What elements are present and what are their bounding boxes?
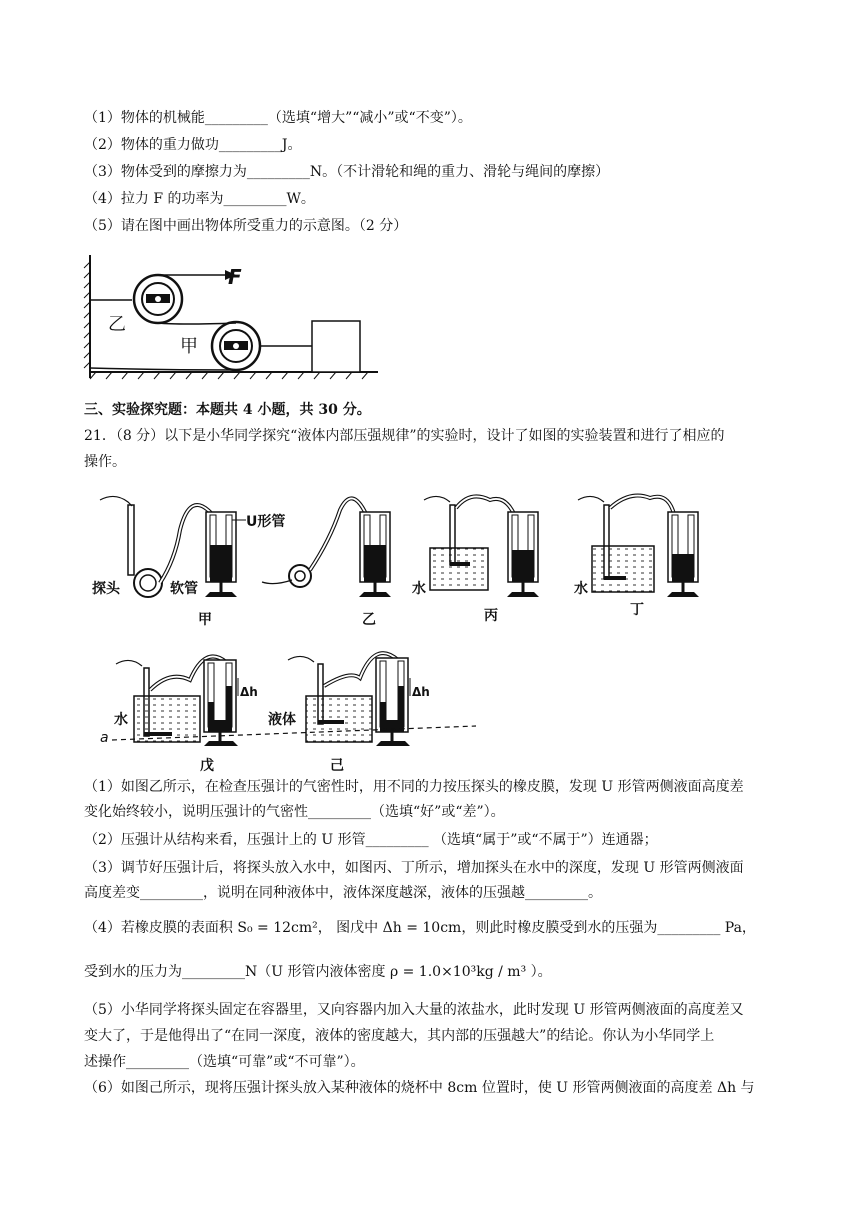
q20-item-4: （4）拉力 F 的功率为_________W。 [84,191,315,207]
force-label: F [228,265,242,289]
q20-item-2: （2）物体的重力做功_________J。 [84,137,302,153]
section-heading: 三、实验探究题：本题共 4 小题，共 30 分。 [84,402,371,418]
apparatus-bing [412,496,539,624]
q21-p2: （2）压强计从结构来看，压强计上的 U 形管_________ （选填“属于”或“不属于”）连通器； [84,832,658,848]
q21-p5-line1: （5）小华同学将探头固定在容器里，又向容器内加入大量的浓盐水，此时发现 U 形管两侧液面的高度差又 [84,1002,744,1018]
q21-p5-line2: 变大了，于是他得出了“在同一深度，液体的密度越大，其内部的压强越大”的结论。你认为小华同学上 [84,1028,715,1044]
q21-p1-line2: 变化始终较小，说明压强计的气密性_________（选填“好”或“差”）。 [84,804,505,820]
label-bing: 丙 [484,608,498,624]
apparatus-jia [92,496,285,628]
hose-label: 软管 [170,581,198,597]
label-jia: 甲 [198,612,212,628]
delta-h-label-ji: Δh [412,685,430,699]
u-tube-label: U形管 [246,514,286,530]
label-yi: 乙 [362,612,376,628]
q21-p3-line1: （3）调节好压强计后，将探头放入水中，如图丙、丁所示，增加探头在水中的深度，发现 U 形管两侧液面 [84,860,744,876]
a-label: a [100,730,109,746]
q21-p1-line1: （1）如图乙所示，在检查压强计的气密性时，用不同的力按压探头的橡皮膜，发现 U 形管两侧液面高度差 [84,779,744,795]
q21-p3-line2: 高度差变_________，说明在同种液体中，液体深度越深，液体的压强越_________。 [84,885,602,901]
pulley-bottom-label: 甲 [180,336,198,357]
delta-h-label-wu: Δh [240,685,258,699]
q21-intro-line1: 21．（8 分）以下是小华同学探究“液体内部压强规律”的实验时，设计了如图的实验装置和进行了相应的 [84,428,725,444]
label-ding: 丁 [630,602,644,618]
q21-intro-line2: 操作。 [84,454,126,470]
pulley-top-label: 乙 [108,314,126,335]
probe-label: 探头 [92,581,120,597]
apparatus-ji [268,653,430,774]
q20-item-3: （3）物体受到的摩擦力为_________N。（不计滑轮和绳的重力、滑轮与绳间的摩擦） [84,164,610,180]
liquid-label: 液体 [268,712,296,728]
apparatus-wu [100,656,258,774]
label-ji: 己 [330,758,344,774]
water-label-bing: 水 [412,581,426,597]
water-label-wu: 水 [114,712,128,728]
q21-p6: （6）如图己所示，现将压强计探头放入某种液体的烧杯中 8cm 位置时，使 U 形管两侧液面的高度差 Δh 与 [84,1080,755,1096]
q21-p5-line3: 述操作_________（选填“可靠”或“不可靠”）。 [84,1054,365,1070]
water-label-ding: 水 [574,581,588,597]
q21-p4-line1: （4）若橡皮膜的表面积 S₀ = 12cm²， 图戊中 Δh = 10cm，则此时橡皮膜受到水的压强为_________ Pa， [84,920,756,936]
q20-item-5: （5）请在图中画出物体所受重力的示意图。（2 分） [84,218,408,234]
apparatus-ding [574,496,699,618]
q21-p4-line2: 受到水的压力为_________N（U 形管内液体密度 ρ = 1.0×10³kg / m³ ）。 [84,964,552,980]
label-wu: 戊 [200,758,214,774]
q20-item-1: （1）物体的机械能_________（选填“增大”“减小”或“不变”）。 [84,110,472,126]
